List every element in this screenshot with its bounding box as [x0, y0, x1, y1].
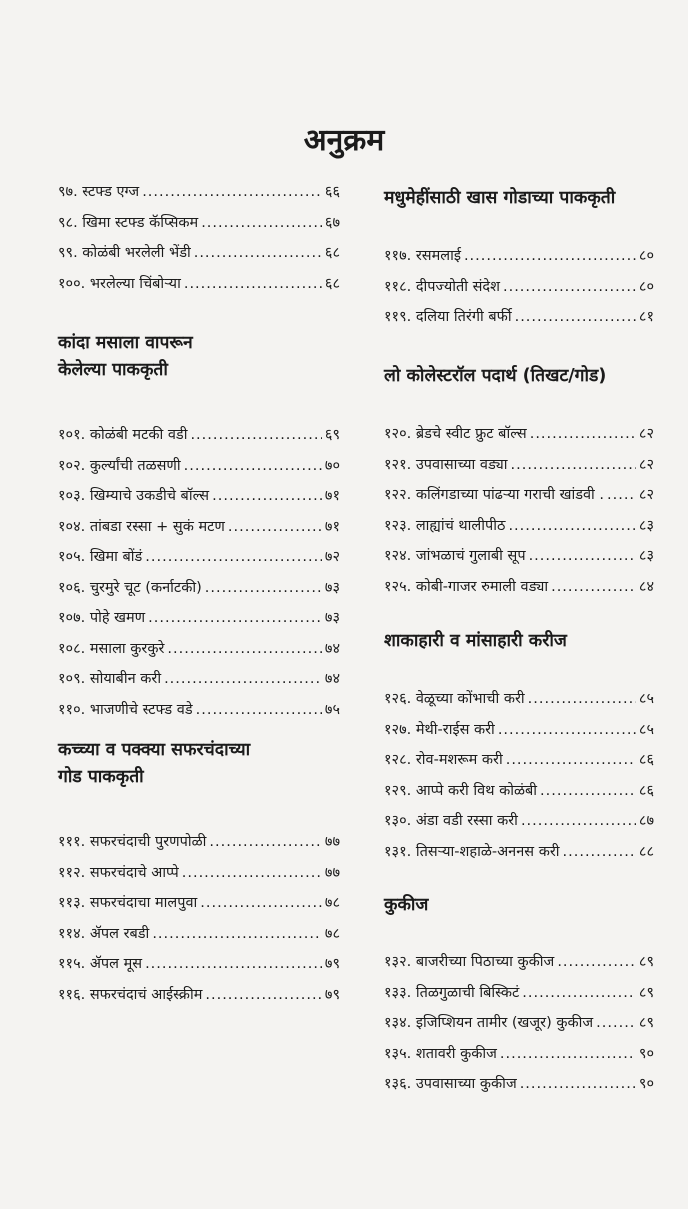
section-heading-line: कांदा मसाला वापरून [58, 333, 193, 353]
dot-leader [500, 1039, 636, 1070]
toc-entry-page: ६८ [324, 275, 340, 292]
toc-entry[interactable] [58, 238, 340, 269]
toc-section [58, 737, 340, 1003]
dot-leader [515, 302, 636, 333]
dot-leader [228, 512, 322, 543]
dot-leader [142, 177, 322, 208]
toc-entry-page: ७७ [324, 834, 340, 850]
toc-entry[interactable] [384, 715, 654, 746]
toc-entry-title: १००. भरलेल्या चिंबोऱ्या [58, 275, 181, 292]
dot-leader [596, 1008, 636, 1039]
toc-entry[interactable] [384, 480, 654, 511]
toc-entry-page: ७८ [324, 925, 340, 942]
toc-section [384, 363, 654, 595]
section-heading-line: कच्च्या व पक्क्या सफरचंदाच्या [58, 740, 251, 760]
toc-entry-page: ८५ [638, 721, 654, 738]
toc-entry-title: १२९. आप्पे करी विथ कोळंबी [384, 782, 538, 799]
toc-entry-title: ९७. स्टफ्ड एग्ज [58, 184, 140, 200]
dot-leader [522, 978, 636, 1009]
section-heading [384, 628, 654, 655]
toc-entry[interactable] [384, 1008, 654, 1039]
toc-entry-page: ६७ [324, 214, 340, 231]
toc-entry-title: १०८. मसाला कुरकुरे [58, 640, 165, 657]
section-heading-line: गोड पाककृती [58, 767, 144, 787]
dot-leader [201, 208, 322, 239]
toc-section [384, 185, 654, 325]
toc-entry-page: ७५ [324, 701, 340, 718]
toc-entry[interactable] [384, 272, 654, 303]
dot-leader [205, 573, 322, 604]
toc-entry[interactable] [384, 978, 654, 1009]
toc-entry-title: १२८. रोव-मशरूम करी [384, 752, 503, 768]
toc-entry-title: १३६. उपवासाच्या कुकीज [384, 1076, 517, 1092]
toc-entry-title: १०१. कोळंबी मटकी वडी [58, 427, 188, 443]
section-heading [58, 330, 340, 384]
toc-entry-title: ९९. कोळंबी भरलेली भेंडी [58, 245, 191, 261]
toc-entry[interactable] [58, 888, 340, 919]
toc-entry-page: ९० [638, 1045, 654, 1062]
toc-entry-title: ११८. दीपज्योती संदेश [384, 278, 500, 295]
dot-leader [508, 511, 635, 542]
toc-entry-list [58, 177, 340, 299]
toc-entry-page: ८२ [638, 487, 654, 503]
toc-entry-page: ७३ [324, 610, 340, 626]
toc-entry-page: ७९ [324, 956, 340, 972]
dot-leader [196, 695, 322, 726]
dot-leader [182, 858, 322, 889]
toc-entry-page: ७७ [324, 864, 340, 881]
dot-leader [464, 241, 636, 272]
toc-entry-title: १२३. लाह्यांचं थालीपीठ [384, 517, 506, 534]
toc-entry-list [384, 241, 654, 333]
toc-entry[interactable] [58, 827, 340, 858]
toc-entry[interactable] [58, 858, 340, 889]
toc-entry[interactable] [384, 947, 654, 978]
toc-entry-page: ८३ [638, 548, 654, 564]
toc-entry-title: १०३. खिम्याचे उकडीचे बॉल्स [58, 488, 210, 504]
dot-leader [511, 450, 636, 481]
dot-leader [190, 420, 321, 451]
toc-entry[interactable] [384, 511, 654, 542]
toc-entry-title: १११. सफरचंदाची पुरणपोळी [58, 834, 207, 850]
dot-leader [200, 888, 322, 919]
section-heading-line: लो कोलेस्टरॉल पदार्थ (तिखट/गोड) [384, 366, 607, 386]
toc-entry-page: ७३ [324, 579, 340, 596]
toc-entry-title: ११२. सफरचंदाचे आप्पे [58, 864, 179, 881]
toc-entry-page: ६९ [324, 427, 340, 443]
toc-entry-page: ७४ [324, 640, 340, 657]
toc-entry[interactable] [58, 573, 340, 604]
dot-leader [194, 238, 322, 269]
toc-entry-page: ८० [638, 248, 654, 264]
toc-entry[interactable] [384, 241, 654, 272]
toc-section [58, 330, 340, 718]
toc-entry[interactable] [384, 450, 654, 481]
dot-leader [529, 541, 636, 572]
toc-entry-title: १३०. अंडा वडी रस्सा करी [384, 813, 518, 829]
toc-entry-title: १०६. चुरमुरे चूट (कर्नाटकी) [58, 579, 202, 596]
toc-entry-title: ११६. सफरचंदाचं आईस्क्रीम [58, 986, 203, 1003]
toc-entry-page: ८६ [638, 782, 654, 799]
dot-leader [145, 542, 322, 573]
toc-entry-page: ९० [638, 1076, 654, 1092]
toc-entry-title: ११५. ॲपल मूस [58, 956, 143, 972]
toc-entry[interactable] [58, 695, 340, 726]
toc-entry[interactable] [384, 1039, 654, 1070]
toc-entry-page: ८१ [638, 309, 654, 325]
toc-entry-page: ८६ [638, 752, 654, 768]
toc-entry-page: ८९ [638, 984, 654, 1001]
toc-entry-page: ७० [324, 457, 340, 474]
toc-entry-title: १२२. कलिंगडाच्या पांढऱ्या गराची खांडवी . [384, 487, 604, 503]
toc-entry[interactable] [58, 919, 340, 950]
toc-entry[interactable] [384, 302, 654, 333]
toc-entry[interactable] [58, 481, 340, 512]
toc-entry-title: १३१. तिसऱ्या-शहाळे-अननस करी [384, 843, 560, 860]
dot-leader [551, 572, 636, 603]
toc-entry-page: ८४ [638, 578, 654, 595]
toc-entry[interactable] [58, 542, 340, 573]
toc-entry[interactable] [58, 634, 340, 665]
toc-entry-page: ८० [638, 278, 654, 295]
dot-leader [540, 776, 636, 807]
section-heading-line: शाकाहारी व मांसाहारी करीज [384, 631, 567, 651]
toc-entry[interactable] [58, 949, 340, 980]
toc-entry[interactable] [58, 512, 340, 543]
toc-entry-title: १२६. वेळूच्या कोंभाची करी [384, 691, 525, 707]
dot-leader [152, 919, 322, 950]
toc-entry[interactable] [384, 541, 654, 572]
toc-entry-page: ८२ [638, 456, 654, 473]
section-heading [58, 737, 340, 791]
toc-entry-title: ११४. ॲपल रबडी [58, 925, 150, 942]
toc-entry-title: १२४. जांभळाचं गुलाबी सूप [384, 548, 526, 564]
toc-entry[interactable] [384, 776, 654, 807]
toc-entry[interactable] [384, 837, 654, 868]
dot-leader [164, 664, 322, 695]
toc-entry-title: १३३. तिळगुळाची बिस्किटं [384, 984, 520, 1001]
toc-entry-list [58, 420, 340, 725]
toc-entry-page: ८३ [638, 517, 654, 534]
toc-entry[interactable] [384, 1069, 654, 1100]
section-heading [384, 363, 654, 390]
toc-entry-page: ६६ [324, 184, 340, 200]
dot-leader [503, 272, 636, 303]
toc-entry[interactable] [384, 745, 654, 776]
toc-entry-title: १२१. उपवासाच्या वड्या [384, 456, 508, 473]
section-heading-line: कुकीज [384, 895, 429, 915]
dot-leader [184, 269, 322, 300]
toc-entry-title: १२५. कोबी-गाजर रुमाली वड्या [384, 578, 549, 595]
dot-leader [209, 827, 322, 858]
toc-entry[interactable] [58, 664, 340, 695]
toc-entry-list [384, 419, 654, 602]
toc-entry[interactable] [58, 980, 340, 1011]
toc-entry-page: ८२ [638, 426, 654, 442]
toc-entry-page: ८९ [638, 954, 654, 970]
toc-entry-title: ११३. सफरचंदाचा मालपुवा [58, 895, 198, 911]
toc-entry-title: ११०. भाजणीचे स्टफ्ड वडे [58, 701, 193, 718]
dot-leader [563, 837, 636, 868]
dot-leader [184, 451, 322, 482]
page-title: अनुक्रम [303, 123, 385, 158]
toc-entry[interactable] [384, 572, 654, 603]
dot-leader [520, 1069, 636, 1100]
toc-entry-title: १३५. शतावरी कुकीज [384, 1045, 497, 1062]
toc-entry-list [58, 827, 340, 1010]
toc-entry[interactable] [58, 177, 340, 208]
toc-section [384, 628, 654, 860]
toc-entry-title: ९८. खिमा स्टफ्ड कॅप्सिकम [58, 214, 199, 231]
toc-entry-title: १०२. कुर्ल्यांची तळसणी [58, 457, 181, 474]
toc-entry-page: ७४ [324, 671, 340, 687]
toc-entry[interactable] [58, 603, 340, 634]
section-heading-line: केलेल्या पाककृती [58, 360, 168, 380]
toc-entry-title: १०९. सोयाबीन करी [58, 671, 162, 687]
toc-entry[interactable] [384, 806, 654, 837]
toc-entry-title: १२०. ब्रेडचे स्वीट फ्रुट बॉल्स [384, 426, 527, 442]
dot-leader [521, 806, 636, 837]
dot-leader [530, 419, 636, 450]
dot-leader [506, 745, 636, 776]
dot-leader [607, 480, 636, 511]
toc-entry-page: ७९ [324, 986, 340, 1003]
toc-entry-page: ८७ [638, 813, 654, 829]
toc-entry[interactable] [384, 419, 654, 450]
toc-entry-list [384, 947, 654, 1100]
dot-leader [145, 949, 322, 980]
toc-entry-title: १०७. पोहे खमण [58, 610, 146, 626]
toc-entry[interactable] [58, 451, 340, 482]
toc-entry-page: ८८ [638, 843, 654, 860]
dot-leader [205, 980, 322, 1011]
section-heading [384, 892, 654, 919]
dot-leader [557, 947, 636, 978]
toc-entry-title: १३४. इजिप्शियन तामीर (खजूर) कुकीज [384, 1015, 594, 1031]
section-heading [384, 185, 654, 212]
dot-leader [498, 715, 636, 746]
toc-entry-page: ७८ [324, 895, 340, 911]
toc-entry-page: ६८ [324, 245, 340, 261]
toc-entry[interactable] [384, 684, 654, 715]
toc-entry-title: ११७. रसमलाई [384, 248, 461, 264]
dot-leader [167, 634, 322, 665]
section-heading-line: मधुमेहींसाठी खास गोडाच्या पाककृती [384, 188, 616, 208]
toc-entry-page: ८५ [638, 691, 654, 707]
toc-entry-page: ८९ [638, 1015, 654, 1031]
toc-entry-title: ११९. दलिया तिरंगी बर्फी [384, 309, 512, 325]
toc-entry-page: ७१ [324, 488, 340, 504]
toc-section [384, 892, 654, 1092]
toc-entry[interactable] [58, 269, 340, 300]
toc-entry-list [384, 684, 654, 867]
toc-entry-title: १३२. बाजरीच्या पिठाच्या कुकीज [384, 954, 555, 970]
toc-entry-title: १०५. खिमा बोंडं [58, 549, 143, 565]
toc-entry-page: ७२ [324, 549, 340, 565]
toc-entry[interactable] [58, 208, 340, 239]
toc-entry-title: १०४. तांबडा रस्सा + सुकं मटण [58, 518, 225, 535]
toc-entry-title: १२७. मेथी-राईस करी [384, 721, 495, 738]
toc-entry-page: ७१ [324, 518, 340, 535]
dot-leader [528, 684, 636, 715]
toc-entry[interactable] [58, 420, 340, 451]
dot-leader [148, 603, 322, 634]
dot-leader [212, 481, 322, 512]
